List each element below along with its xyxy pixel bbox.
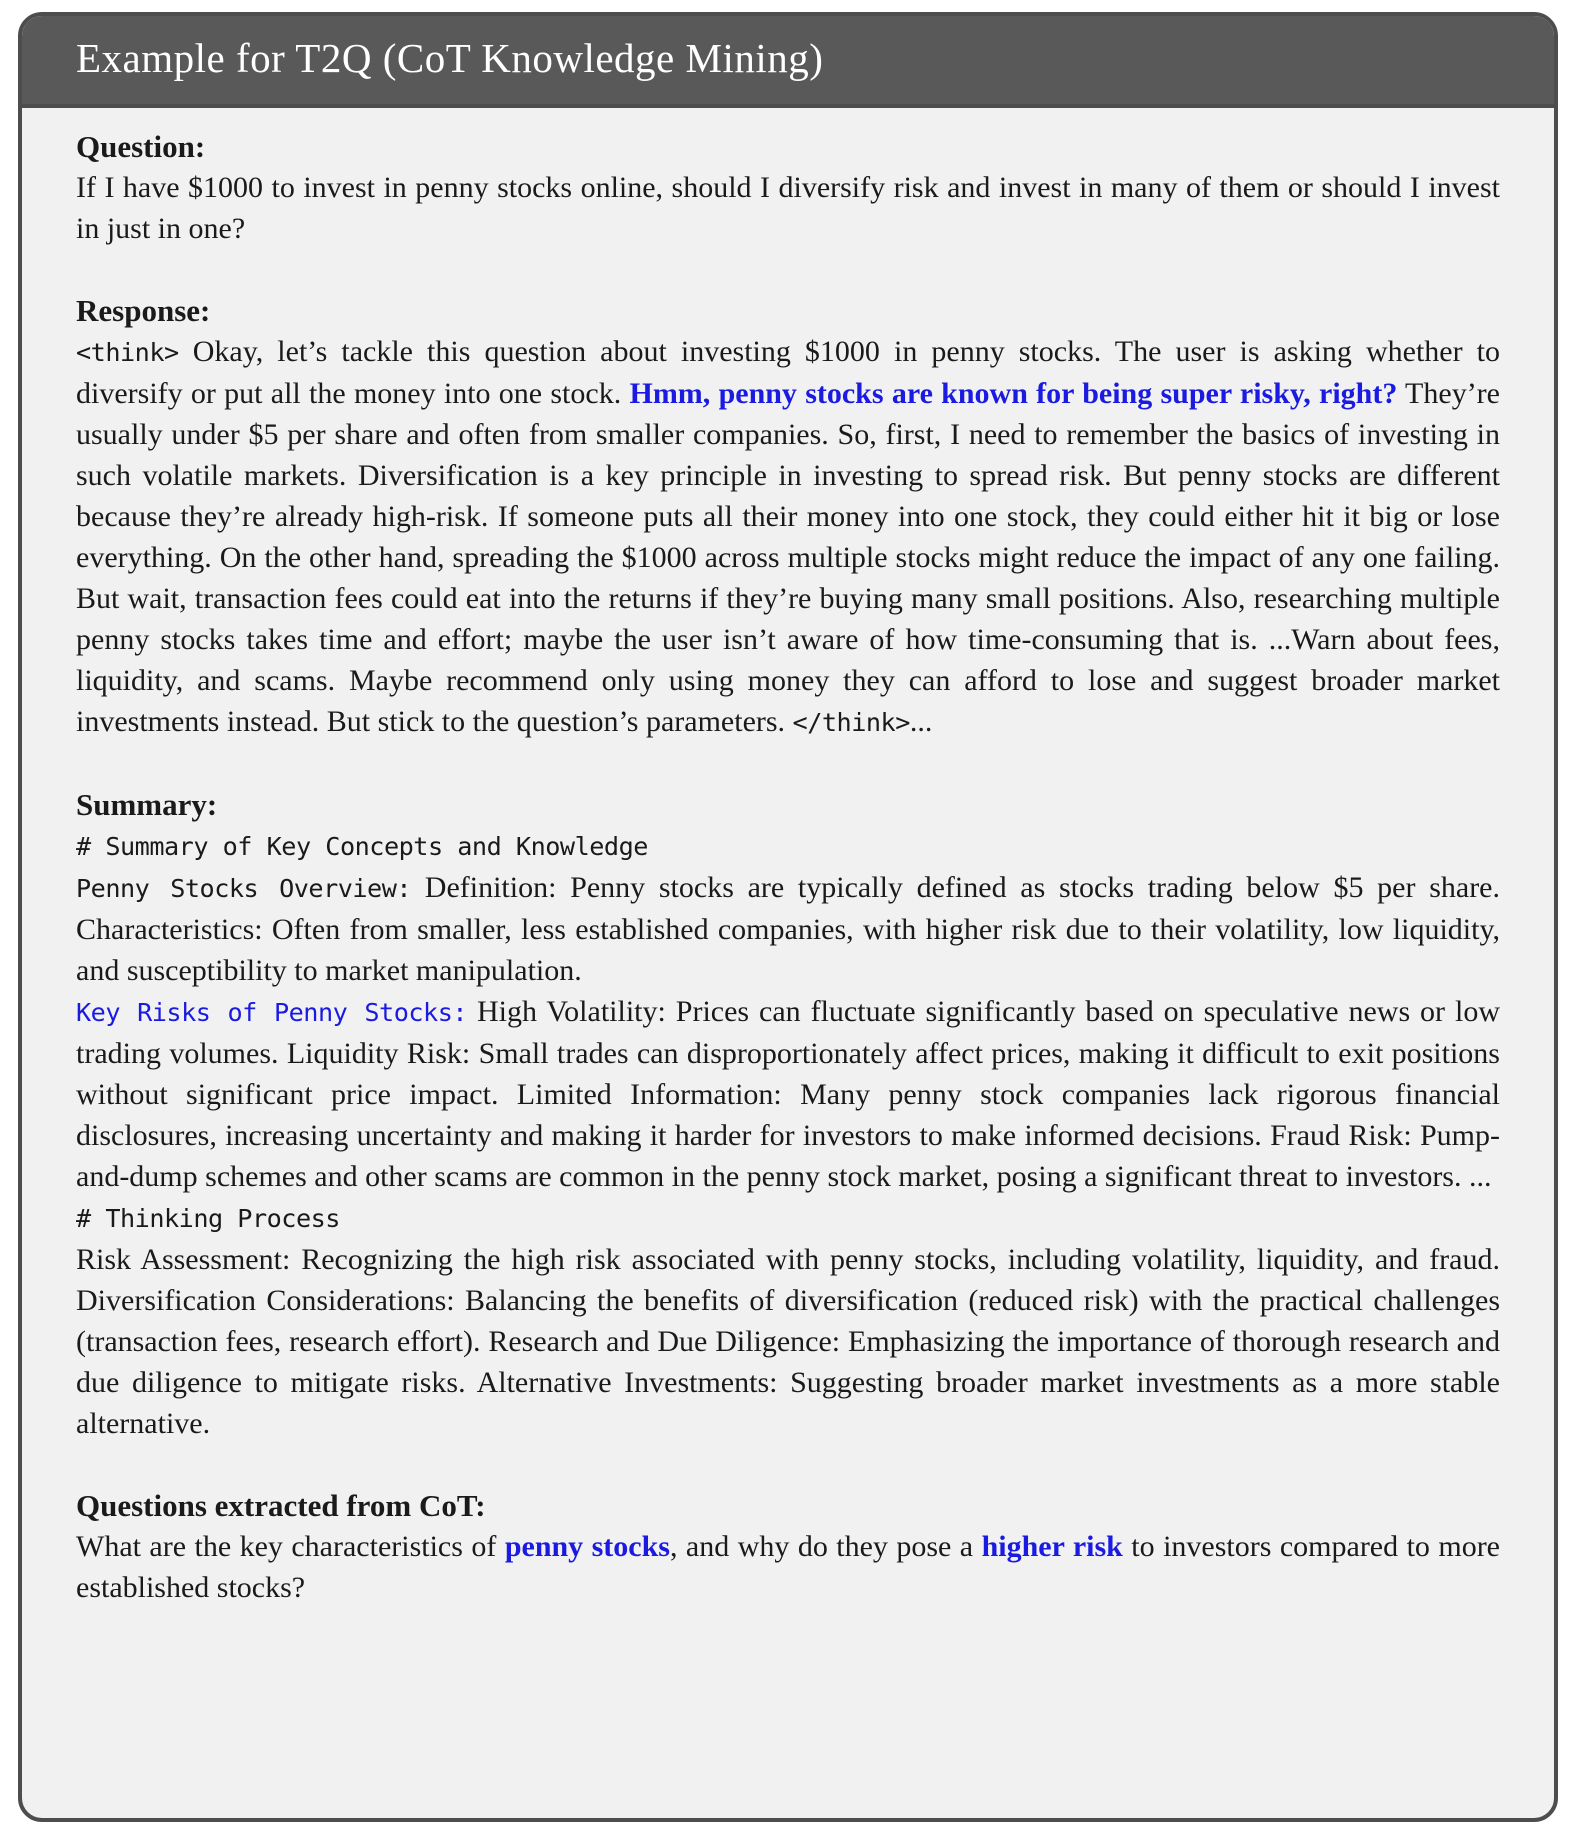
text-run-serif: Okay, let’s tackle this question about investing $1000 in penny stocks. The user is asking whether to diversify or put all the money into one stock. xyxy=(76,335,1500,410)
summary-markdown-heading-1 xyxy=(76,825,1500,867)
summary-heading: Summary: xyxy=(76,787,218,822)
response-text xyxy=(76,331,1500,743)
question-text xyxy=(76,167,1500,249)
extracted-question-text xyxy=(76,1526,1500,1608)
figure-body xyxy=(22,108,1554,1638)
summary-markdown-heading-2 xyxy=(76,1197,1500,1239)
text-run-mono: # Thinking Process xyxy=(76,1204,340,1233)
text-run-blue-bold: penny stocks xyxy=(504,1530,670,1563)
text-run-serif: What are the key characteristics of xyxy=(76,1530,505,1563)
question-section xyxy=(76,126,1500,249)
text-run-mono: </think> xyxy=(792,708,910,737)
text-run-blue-bold: higher risk xyxy=(981,1530,1123,1563)
text-run-serif: ... xyxy=(909,705,933,738)
summary-key-risks xyxy=(76,991,1500,1197)
text-run-blue-bold: Hmm, penny stocks are known for being super risky, right? xyxy=(629,377,1398,410)
extracted-questions-section xyxy=(76,1485,1500,1608)
example-figure xyxy=(18,12,1558,1822)
text-run-serif: Definition: Penny stocks are typically defined as stocks trading below $5 per share. Characteristics: Often from smaller, less established companies, with higher risk due to their volatility, low liquidity, and susceptibility to market manipulation. xyxy=(76,871,1500,987)
figure-title: Example for T2Q (CoT Knowledge Mining) xyxy=(76,35,824,81)
text-run-serif: If I have $1000 to invest in penny stocks online, should I diversify risk and invest in many of them or should I invest in just in one? xyxy=(76,171,1500,245)
summary-penny-stocks-overview xyxy=(76,867,1500,991)
text-run-mono: <think> xyxy=(76,338,179,367)
text-run-serif: High Volatility: Prices can fluctuate significantly based on speculative news or low trading volumes. Liquidity Risk: Small trades can disproportionately affect prices, making it difficult to exit positions without significant price impact. Limited Information: Many penny stock companies lack rigorous financial disclosures, increasing uncertainty and making it harder for investors to make informed decisions. Fraud Risk: Pump-and-dump schemes and other scams are common in the penny stock market, posing a significant threat to investors. ... xyxy=(76,995,1500,1193)
text-run-blue-mono: Key Risks of Penny Stocks: xyxy=(76,998,468,1027)
figure-header xyxy=(22,16,1554,108)
text-run-serif: to investors compared to more established stocks? xyxy=(76,1530,1501,1604)
text-run-mono: # Summary of Key Concepts and Knowledge xyxy=(76,832,648,861)
question-heading: Question: xyxy=(76,129,206,164)
summary-section xyxy=(76,784,1500,1444)
extracted-questions-heading: Questions extracted from CoT: xyxy=(76,1488,486,1523)
text-run-serif: Risk Assessment: Recognizing the high risk associated with penny stocks, including volatility, liquidity, and fraud. Diversification Considerations: Balancing the benefits of diversification (reduced risk) with the practical challenges (transaction fees, research effort). Research and Due Diligence: Emphasizing the importance of thorough research and due diligence to mitigate risks. Alternative Investments: Suggesting broader market investments as a more stable alternative. xyxy=(76,1243,1500,1440)
response-section xyxy=(76,290,1500,743)
text-run-serif: They’re usually under $5 per share and often from smaller companies. So, first, I need to remember the basics of investing in such volatile markets. Diversification is a key principle in investing to spread risk. But penny stocks are different because they’re already high-risk. If someone puts all their money into one stock, they could either hit it big or lose everything. On the other hand, spreading the $1000 across multiple stocks might reduce the impact of any one failing. But wait, transaction fees could eat into the returns if they’re buying many small positions. Also, researching multiple penny stocks takes time and effort; maybe the user isn’t aware of how time-consuming that is. ...Warn about fees, liquidity, and scams. Maybe recommend only using money they can afford to lose and suggest broader market investments instead. But stick to the question’s parameters. xyxy=(76,377,1500,738)
text-run-mono: Penny Stocks Overview: xyxy=(76,874,412,903)
text-run-serif: , and why do they pose a xyxy=(669,1530,982,1563)
response-heading: Response: xyxy=(76,293,211,328)
summary-thinking-process xyxy=(76,1239,1500,1444)
